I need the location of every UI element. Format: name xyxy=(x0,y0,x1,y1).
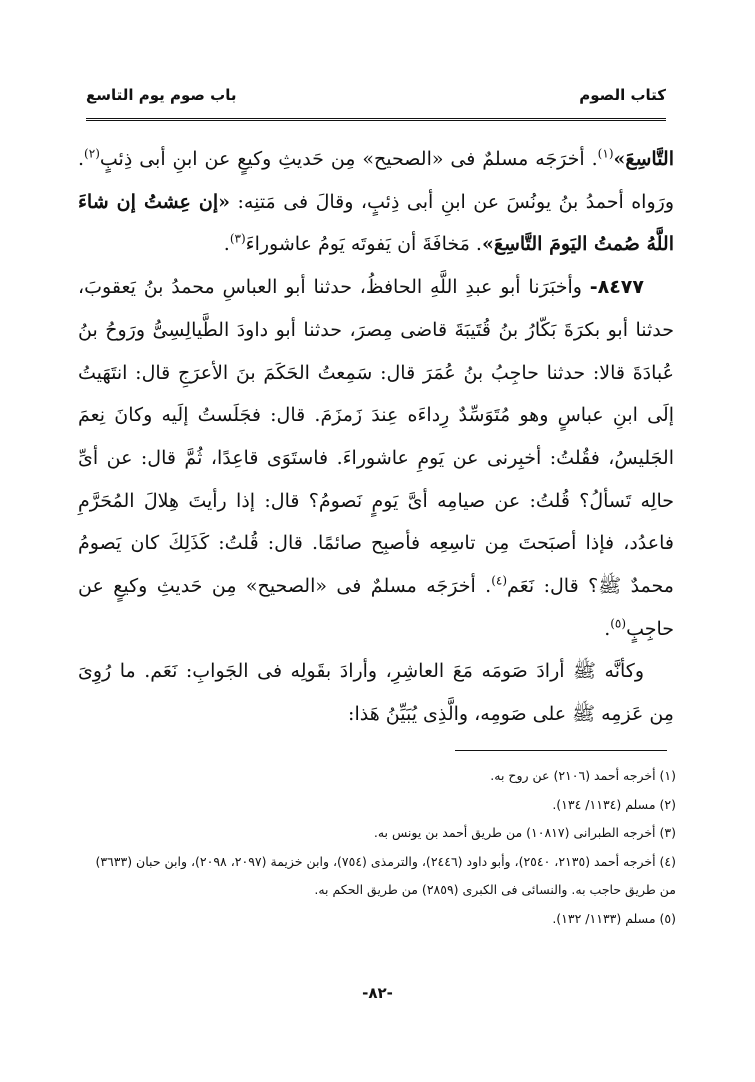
main-text xyxy=(78,138,674,736)
text-run: وأخبَرَنا أبو عبدِ اللَّهِ الحافظُ، حدثنا أبو العباسِ محمدُ بنُ يَعقوبَ، حدثنا أبو بكرَةَ بَكّارُ بنُ قُتَيبَةَ قاضى مِصرَ، حدثنا أبو داودَ الطَّيالِسِىُّ ورَوحُ بنُ عُبادَةَ قالا: حدثنا حاجِبُ بنُ عُمَرَ قال: سَمِعتُ الحَكَمَ بنَ الأعرَجِ قال: انتَهَيتُ إلَى ابنِ عباسٍ وهو مُتَوَسِّدٌ رِداءَه عِندَ زَمزَمَ. قال: فجَلَستُ إلَيه وكانَ نِعمَ الجَليسُ، فقُلتُ: أخبِرنى عن يَومِ عاشوراءَ. فاستَوَى قاعِدًا، ثُمَّ قال: عن أىِّ حالِه تَسألُ؟ قُلتُ: عن صيامِه أىَّ يَومٍ نَصومُ؟ قال: إذا رأيتَ هِلالَ المُحَرَّمِ فاعدُد، فإذا أصبَحتَ مِن تاسِعِه فأصبِح صائمًا. قال: قُلتُ: كَذَلِكَ كان يَصومُ محمدٌ ﷺ؟ قال: نَعَم xyxy=(78,276,674,598)
footnote-ref: (٣) xyxy=(229,232,246,247)
footnote-1: (١) أخرجه أحمد (٢١٠٦) عن روح به. xyxy=(490,768,676,783)
page-number: -٨٢- xyxy=(362,984,393,1002)
text-run: . أخرَجَه مسلمٌ فى «الصحيح» مِن حَديثِ وكيعٍ عن ابنِ أبى ذِئبٍ xyxy=(99,148,598,170)
footnote-5: (٥) مسلم (١١٣٣/ ١٣٢). xyxy=(552,910,676,926)
text-run: . مَخافَةَ أن يَفوتَه يَومُ عاشوراءَ xyxy=(245,233,482,256)
bold-quote-start: التَّاسِعَ» xyxy=(613,148,674,170)
footnote-ref: (٢) xyxy=(84,146,100,161)
text-run: . ورَواه أحمدُ بنُ يونُسَ عن ابنِ أبى ذِئبٍ، وقالَ فى مَتنِه: xyxy=(78,148,674,213)
text-run: . أخرَجَه مسلمٌ فى «الصحيح» مِن حَديثِ وكيعٍ عن حاجِبٍ xyxy=(78,575,674,640)
bold-quote: «إن عِشتُ إن شاءَ اللَّهُ صُمتُ اليَومَ التَّاسِعَ» xyxy=(78,190,674,256)
footnote-separator xyxy=(455,750,667,751)
footnote-4: (٤) أخرجه أحمد (٢١٣٥، ٢٥٤٠)، وأبو داود (٢٤٤٦)، والترمذى (٧٥٤)، وابن خزيمة (٢٠٩٧، ٢٠٩٨)، وابن حبان (٣٦٣٣) من طريق حاجب به. والنسائى فى الكبرى (٢٨٥٩) من طريق الحكم به. xyxy=(95,853,676,897)
footnote-2: (٢) مسلم (١١٣٤/ ١٣٤). xyxy=(552,796,676,812)
footnote-ref: (١) xyxy=(597,146,614,161)
hadith-number: ٨٤٧٧- xyxy=(589,276,644,299)
header-rule xyxy=(86,118,666,121)
running-header xyxy=(86,86,666,104)
footnote-3: (٣) أخرجه الطبرانى (١٠٨١٧) من طريق أحمد بن يونس به. xyxy=(373,825,676,840)
paragraph-1 xyxy=(78,138,674,266)
footnotes xyxy=(80,762,676,933)
text-run: . xyxy=(604,617,611,640)
paragraph-2 xyxy=(78,266,674,650)
footnote-ref: (٤) xyxy=(491,573,508,588)
book-title: كتاب الصوم xyxy=(579,86,666,104)
paragraph-3: وكأنَّه ﷺ أرادَ صَومَه مَعَ العاشِرِ، وأرادَ بقَولِه فى الجَوابِ: نَعَم. ما رُوِىَ مِن عَزمِه ﷺ على صَومِه، والَّذِى يُبَيِّنُ هَذا: xyxy=(78,660,674,726)
chapter-title: باب صوم يوم التاسع xyxy=(86,86,237,104)
text-run: . xyxy=(223,233,230,256)
footnote-ref: (٥) xyxy=(610,616,627,631)
